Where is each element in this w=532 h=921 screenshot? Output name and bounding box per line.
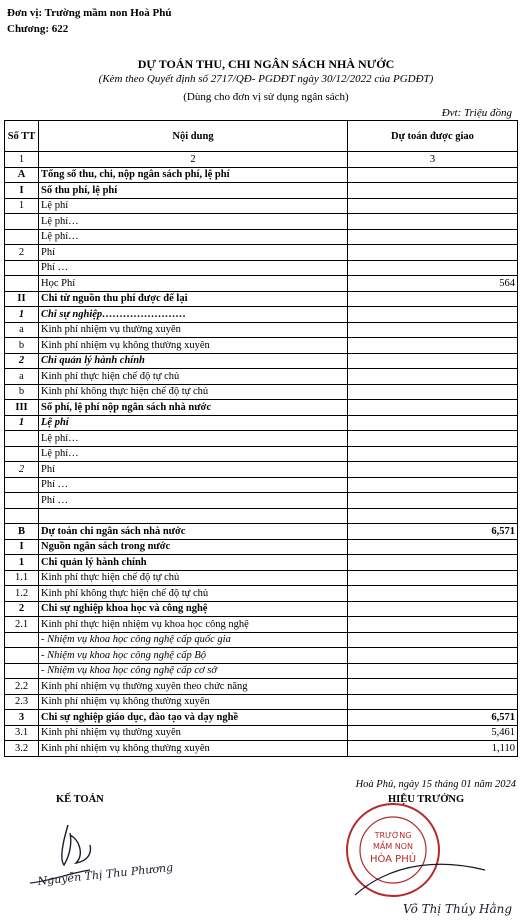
row-number: b: [5, 384, 39, 400]
row-value: [348, 400, 518, 416]
row-content: Kinh phí thực hiện chế độ tự chủ: [39, 369, 348, 385]
principal-signature-name: Võ Thị Thúy Hằng: [403, 902, 513, 916]
svg-text:HÒA PHÚ: HÒA PHÚ: [369, 854, 417, 865]
row-value: [348, 245, 518, 261]
row-content: - Nhiệm vụ khoa học công nghệ cấp cơ sở: [39, 663, 348, 679]
row-value: 6,571: [348, 524, 518, 540]
table-row: [5, 462, 518, 478]
document-title: DỰ TOÁN THU, CHI NGÂN SÁCH NHÀ NƯỚC: [137, 57, 395, 71]
table-row: [5, 555, 518, 571]
row-number: I: [5, 539, 39, 555]
row-value: [348, 291, 518, 307]
svg-text:TRƯỜNG: TRƯỜNG: [374, 831, 412, 840]
index-2: 2: [39, 152, 348, 168]
row-content: Lệ phí…: [39, 229, 348, 245]
row-value: [348, 384, 518, 400]
principal-stamp: [335, 800, 525, 920]
row-number: 3.2: [5, 741, 39, 757]
table-row: [5, 477, 518, 493]
table-row: [5, 260, 518, 276]
row-content: Số phí, lệ phí nộp ngân sách nhà nước: [39, 400, 348, 416]
row-number: a: [5, 369, 39, 385]
row-content: Số thu phí, lệ phí: [39, 183, 348, 199]
row-content: - Nhiệm vụ khoa học công nghệ cấp quốc gia: [39, 632, 348, 648]
row-number: 1: [5, 415, 39, 431]
row-number: 3: [5, 710, 39, 726]
table-row: [5, 338, 518, 354]
row-value: [348, 338, 518, 354]
row-content: Phí …: [39, 493, 348, 509]
row-number: [5, 276, 39, 292]
row-value: [348, 694, 518, 710]
row-value: [348, 586, 518, 602]
row-value: [348, 508, 518, 524]
row-content: Phí …: [39, 260, 348, 276]
row-value: [348, 415, 518, 431]
table-row: [5, 183, 518, 199]
table-row: [5, 679, 518, 695]
row-value: [348, 369, 518, 385]
row-value: [348, 663, 518, 679]
row-number: 3.1: [5, 725, 39, 741]
table-row: [5, 446, 518, 462]
chapter-code: Chương: 622: [7, 23, 69, 35]
row-content: Học Phí: [39, 276, 348, 292]
row-number: [5, 229, 39, 245]
row-content: Chi quản lý hành chính: [39, 555, 348, 571]
principal-title: HIỆU TRƯỞNG: [388, 794, 465, 805]
table-row: [5, 384, 518, 400]
accountant-title: KẾ TOÁN: [56, 794, 104, 805]
row-number: 2: [5, 462, 39, 478]
row-content: Kinh phí thực hiện chế độ tự chủ: [39, 570, 348, 586]
row-value: [348, 477, 518, 493]
table-row: [5, 167, 518, 183]
row-value: [348, 167, 518, 183]
row-value: [348, 198, 518, 214]
table-row: [5, 276, 518, 292]
row-number: 1.2: [5, 586, 39, 602]
table-row: [5, 415, 518, 431]
row-value: [348, 601, 518, 617]
row-value: [348, 555, 518, 571]
table-row: [5, 710, 518, 726]
row-number: 2: [5, 245, 39, 261]
index-1: 1: [5, 152, 39, 168]
row-value: [348, 462, 518, 478]
row-content: Chi sự nghiệp giáo dục, đào tạo và dạy nghề: [39, 710, 348, 726]
row-value: [348, 539, 518, 555]
table-row: [5, 586, 518, 602]
table-row: [5, 400, 518, 416]
table-row: [5, 617, 518, 633]
table-row: [5, 694, 518, 710]
header-no: Số TT: [5, 121, 39, 152]
row-value: 564: [348, 276, 518, 292]
table-row: [5, 663, 518, 679]
row-content: Kinh phí không thực hiện chế độ tự chủ: [39, 586, 348, 602]
table-row: [5, 725, 518, 741]
table-row: [5, 493, 518, 509]
table-row: [5, 741, 518, 757]
row-content: Kinh phí nhiệm vụ thường xuyên: [39, 725, 348, 741]
row-value: 1,110: [348, 741, 518, 757]
row-value: [348, 446, 518, 462]
row-content: Lệ phí…: [39, 446, 348, 462]
row-content: Nguồn ngân sách trong nước: [39, 539, 348, 555]
table-row: [5, 229, 518, 245]
currency-unit: Đvt: Triệu đồng: [441, 107, 512, 119]
row-content: Chi từ nguồn thu phí được để lại: [39, 291, 348, 307]
row-content: [39, 508, 348, 524]
row-content: Lệ phí…: [39, 214, 348, 230]
row-content: Tổng số thu, chi, nộp ngân sách phí, lệ phí: [39, 167, 348, 183]
row-number: [5, 260, 39, 276]
row-value: [348, 617, 518, 633]
row-content: Kinh phí nhiệm vụ không thường xuyên: [39, 338, 348, 354]
header-content: Nội dung: [39, 121, 348, 152]
svg-text:MẦM NON: MẦM NON: [372, 842, 414, 851]
row-content: Lệ phí: [39, 198, 348, 214]
row-number: [5, 477, 39, 493]
table-row: [5, 570, 518, 586]
table-row: [5, 632, 518, 648]
row-value: [348, 260, 518, 276]
row-value: 5,461: [348, 725, 518, 741]
row-number: [5, 663, 39, 679]
row-content: - Nhiệm vụ khoa học công nghệ cấp Bộ: [39, 648, 348, 664]
row-content: Kinh phí nhiệm vụ thường xuyên: [39, 322, 348, 338]
row-number: a: [5, 322, 39, 338]
row-content: Chi sự nghiệp khoa học và công nghệ: [39, 601, 348, 617]
row-number: II: [5, 291, 39, 307]
row-value: [348, 632, 518, 648]
row-number: [5, 493, 39, 509]
row-number: 1.1: [5, 570, 39, 586]
table-header-row: [5, 121, 518, 152]
row-number: [5, 214, 39, 230]
row-content: Phí: [39, 462, 348, 478]
row-content: Lệ phí…: [39, 431, 348, 447]
date-line: Hoà Phú, ngày 15 tháng 01 năm 2024: [355, 779, 516, 790]
row-value: [348, 353, 518, 369]
row-content: Kinh phí nhiệm vụ không thường xuyên: [39, 741, 348, 757]
row-content: Chi quản lý hành chính: [39, 353, 348, 369]
row-content: Dự toán chi ngân sách nhà nước: [39, 524, 348, 540]
table-row: [5, 369, 518, 385]
table-row: [5, 508, 518, 524]
table-row: [5, 307, 518, 323]
table-row: [5, 524, 518, 540]
row-number: 1: [5, 555, 39, 571]
row-content: Phí …: [39, 477, 348, 493]
table-row: [5, 601, 518, 617]
row-number: A: [5, 167, 39, 183]
index-3: 3: [348, 152, 518, 168]
row-value: [348, 648, 518, 664]
row-value: [348, 431, 518, 447]
row-content: Lệ phí: [39, 415, 348, 431]
table-row: [5, 431, 518, 447]
row-value: 6,571: [348, 710, 518, 726]
row-content: Phí: [39, 245, 348, 261]
row-number: b: [5, 338, 39, 354]
budget-table: [4, 120, 518, 757]
row-number: I: [5, 183, 39, 199]
row-value: [348, 307, 518, 323]
row-number: III: [5, 400, 39, 416]
table-index-row: [5, 152, 518, 168]
table-row: [5, 322, 518, 338]
document-subtitle: (Kèm theo Quyết định số 2717/QĐ- PGDĐT ngày 30/12/2022 của PGDĐT): [98, 73, 434, 85]
table-row: [5, 353, 518, 369]
row-number: 2: [5, 353, 39, 369]
row-number: 2.3: [5, 694, 39, 710]
row-value: [348, 493, 518, 509]
row-number: [5, 446, 39, 462]
row-content: Kinh phí nhiệm vụ không thường xuyên: [39, 694, 348, 710]
table-row: [5, 198, 518, 214]
header-value: Dự toán được giao: [348, 121, 518, 152]
accountant-signature-name: Nguyễn Thị Thu Phương: [36, 860, 174, 888]
row-number: 1: [5, 307, 39, 323]
row-number: 2.1: [5, 617, 39, 633]
accountant-signature: [10, 815, 200, 895]
table-row: [5, 214, 518, 230]
row-number: 2.2: [5, 679, 39, 695]
row-number: [5, 508, 39, 524]
row-value: [348, 322, 518, 338]
table-row: [5, 245, 518, 261]
row-value: [348, 214, 518, 230]
row-number: 2: [5, 601, 39, 617]
table-row: [5, 539, 518, 555]
row-content: Kinh phí không thực hiện chế độ tự chủ: [39, 384, 348, 400]
row-value: [348, 679, 518, 695]
row-number: 1: [5, 198, 39, 214]
row-content: Chi sự nghiệp……………………: [39, 307, 348, 323]
unit-name: Đơn vị: Trường mầm non Hoà Phú: [7, 7, 172, 19]
document-note: (Dùng cho đơn vị sử dụng ngân sách): [183, 91, 349, 103]
row-content: Kinh phí thực hiện nhiệm vụ khoa học công nghệ: [39, 617, 348, 633]
row-number: [5, 648, 39, 664]
row-value: [348, 229, 518, 245]
row-number: B: [5, 524, 39, 540]
table-row: [5, 291, 518, 307]
row-content: Kinh phí nhiệm vụ thường xuyên theo chức năng: [39, 679, 348, 695]
row-number: [5, 431, 39, 447]
row-value: [348, 570, 518, 586]
table-row: [5, 648, 518, 664]
row-value: [348, 183, 518, 199]
row-number: [5, 632, 39, 648]
